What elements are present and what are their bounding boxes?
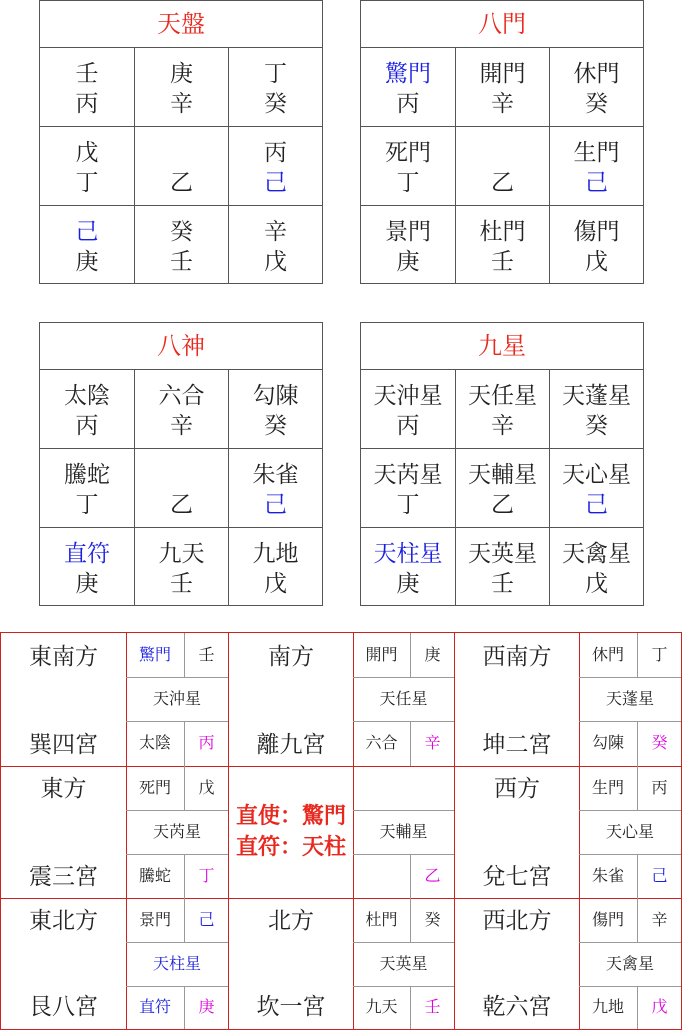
direction-label: 西南方: [482, 644, 552, 670]
sub-line: [353, 854, 454, 855]
bamen-cell-top: 景門: [385, 219, 431, 245]
palace-label: 乾六宮: [482, 994, 552, 1020]
tianpan-cell-bottom: 乙: [170, 170, 193, 196]
sub-line: [579, 986, 681, 987]
bamen-cell: [456, 127, 549, 205]
jiuxing-cell-bottom: 辛: [491, 413, 514, 439]
bamen-title: 八門: [361, 1, 643, 48]
dipan-stem: 癸: [651, 733, 668, 752]
bashen-cell: [40, 449, 134, 527]
tianpan-cell: [229, 48, 322, 126]
god-label: 朱雀: [591, 866, 624, 885]
sub-line: [126, 986, 228, 987]
star-label: 天英星: [379, 954, 428, 973]
bashen-cell-bottom: 辛: [170, 413, 193, 439]
bashen-cell-bottom: 丙: [75, 413, 99, 439]
star-label: 天蓬星: [605, 689, 654, 708]
bashen-cell: [229, 449, 322, 527]
jiuxing-cell-bottom: 丙: [396, 413, 420, 439]
palace-label: 離九宮: [256, 732, 326, 758]
star-label: 天輔星: [379, 822, 428, 841]
jiuxing-cell: [361, 370, 455, 448]
bashen-cell: [135, 449, 228, 527]
palace-label: 坤二宮: [482, 732, 552, 758]
bamen-cell: [456, 206, 549, 284]
jiuxing-cell-top: 天心星: [562, 462, 631, 488]
bamen-cell-top: 驚門: [385, 61, 431, 87]
star-label: 天禽星: [605, 954, 654, 973]
sub-line: [126, 942, 228, 943]
tianpan-stem: 丙: [651, 778, 668, 797]
jiuxing-cell-top: 天禽星: [562, 541, 631, 567]
tianpan-panel: [39, 0, 323, 284]
bamen-cell: [361, 48, 455, 126]
tianpan-cell-top: 己: [75, 219, 99, 245]
sub-line: [353, 942, 454, 943]
tianpan-cell-top: 丁: [264, 61, 287, 87]
bamen-cell: [361, 127, 455, 205]
bamen-cell-top: 休門: [573, 61, 620, 87]
bashen-cell: [40, 370, 134, 448]
bamen-cell: [550, 127, 643, 205]
jiuxing-cell-bottom: 癸: [585, 413, 608, 439]
dipan-stem: 壬: [424, 997, 441, 1016]
sub-line: [126, 721, 228, 722]
jiuxing-cell-top: 天任星: [468, 383, 537, 409]
dipan-stem: 乙: [424, 866, 441, 885]
bashen-cell: [40, 528, 134, 606]
tianpan-cell-top: 癸: [170, 219, 193, 245]
dipan-stem: 辛: [424, 733, 441, 752]
bamen-cell-bottom: 戊: [585, 249, 608, 275]
grid-line: [454, 633, 455, 1029]
jiuxing-cell-top: 天沖星: [373, 383, 443, 409]
tianpan-cell-bottom: 庚: [75, 249, 99, 275]
door-label: 驚門: [138, 645, 171, 664]
jiuxing-cell-bottom: 庚: [396, 571, 420, 597]
grid-line: [228, 633, 229, 1029]
tianpan-cell: [40, 127, 134, 205]
bashen-cell-top: 直符: [64, 541, 110, 567]
bamen-cell-bottom: 乙: [491, 170, 514, 196]
jiuxing-cell-bottom: 壬: [491, 571, 514, 597]
star-label: 天沖星: [152, 689, 201, 708]
bamen-cell: [456, 48, 549, 126]
tianpan-cell-top: 壬: [75, 61, 99, 87]
direction-label: 北方: [268, 908, 314, 934]
bashen-cell-bottom: 癸: [264, 413, 287, 439]
jiuxing-cell-top: 天柱星: [373, 541, 443, 567]
bashen-cell: [229, 370, 322, 448]
bashen-cell-top: 騰蛇: [64, 462, 110, 488]
bamen-cell-bottom: 己: [585, 170, 608, 196]
direction-label: 西北方: [482, 908, 552, 934]
jiuxing-cell: [456, 449, 549, 527]
jiuxing-cell-top: 天芮星: [373, 462, 443, 488]
bashen-cell-top: 太陰: [64, 383, 110, 409]
star-label: 天柱星: [152, 954, 201, 973]
jiuxing-title: 九星: [361, 323, 643, 370]
god-label: 勾陳: [591, 733, 624, 752]
sub-line: [579, 810, 681, 811]
jiuxing-cell: [550, 370, 643, 448]
star-label: 天任星: [379, 689, 428, 708]
tianpan-cell-top: 戊: [75, 140, 99, 166]
jiuxing-panel: [360, 322, 644, 606]
tianpan-cell: [135, 206, 228, 284]
palace-label: 艮八宮: [29, 994, 98, 1020]
bashen-panel: [39, 322, 323, 606]
jiuxing-cell: [550, 528, 643, 606]
tianpan-cell-bottom: 戊: [264, 249, 287, 275]
bashen-cell-bottom: 乙: [170, 492, 193, 518]
jiuxing-cell-top: 天英星: [468, 541, 537, 567]
tianpan-cell-bottom: 己: [264, 170, 287, 196]
palace-label: 巽四宮: [29, 732, 98, 758]
tianpan-stem: 癸: [424, 910, 441, 929]
bamen-cell-top: 生門: [573, 140, 620, 166]
tianpan-cell-top: 庚: [170, 61, 193, 87]
nine-palace-grid: [0, 632, 682, 1030]
bashen-cell: [135, 528, 228, 606]
bamen-cell-top: 杜門: [479, 219, 526, 245]
tianpan-cell: [40, 206, 134, 284]
sub-line: [579, 721, 681, 722]
bamen-cell: [361, 206, 455, 284]
bamen-cell: [550, 206, 643, 284]
god-label: 九天: [365, 997, 398, 1016]
tianpan-cell-top: 辛: [264, 219, 287, 245]
jiuxing-cell-bottom: 己: [585, 492, 608, 518]
bamen-cell-bottom: 丁: [396, 170, 420, 196]
sub-line: [353, 721, 454, 722]
tianpan-cell: [40, 48, 134, 126]
god-label: 直符: [138, 997, 171, 1016]
tianpan-cell-bottom: 癸: [264, 91, 287, 117]
door-label: 休門: [591, 645, 624, 664]
sub-line: [579, 854, 681, 855]
door-label: 傷門: [591, 910, 624, 929]
door-label: 開門: [365, 645, 398, 664]
dipan-stem: 丙: [198, 733, 215, 752]
bashen-cell-top: 朱雀: [252, 462, 299, 488]
dipan-stem: 丁: [198, 866, 215, 885]
tianpan-stem: 己: [198, 910, 215, 929]
sub-line: [126, 677, 228, 678]
bamen-cell-top: 開門: [479, 61, 526, 87]
grid-line: [1, 898, 681, 899]
direction-label: 東南方: [29, 644, 98, 670]
tianpan-stem: 庚: [424, 645, 441, 664]
jiuxing-cell-bottom: 丁: [396, 492, 420, 518]
tianpan-cell-bottom: 丁: [75, 170, 99, 196]
dipan-stem: 己: [651, 866, 668, 885]
tianpan-cell: [135, 48, 228, 126]
tianpan-cell: [229, 206, 322, 284]
tianpan-stem: 壬: [198, 645, 215, 664]
tianpan-stem: 丁: [651, 645, 668, 664]
tianpan-cell-bottom: 辛: [170, 91, 193, 117]
bashen-cell-bottom: 庚: [75, 571, 99, 597]
tianpan-cell-bottom: 壬: [170, 249, 193, 275]
bamen-cell-top: 傷門: [573, 219, 620, 245]
bashen-title: 八神: [40, 323, 322, 370]
direction-label: 西方: [494, 776, 540, 802]
jiuxing-cell-top: 天蓬星: [562, 383, 631, 409]
jiuxing-cell: [361, 449, 455, 527]
zhifu-label: 直符：天柱: [235, 834, 346, 860]
bashen-cell-top: 六合: [158, 383, 205, 409]
star-label: 天心星: [605, 822, 654, 841]
direction-label: 東北方: [29, 908, 98, 934]
bamen-cell-bottom: 辛: [491, 91, 514, 117]
sub-line: [579, 677, 681, 678]
direction-label: 南方: [268, 644, 314, 670]
palace-label: 兌七宮: [482, 864, 552, 890]
god-label: 太陰: [138, 733, 171, 752]
bamen-cell: [550, 48, 643, 126]
direction-label: 東方: [40, 776, 87, 802]
bashen-cell-top: 九地: [252, 541, 299, 567]
bashen-cell-bottom: 壬: [170, 571, 193, 597]
bashen-cell-bottom: 己: [264, 492, 287, 518]
tianpan-title: 天盤: [40, 1, 322, 48]
grid-line: [1, 766, 681, 767]
tianpan-cell: [229, 127, 322, 205]
zhishi-label: 直使：驚門: [235, 803, 346, 829]
bashen-cell-top: 九天: [158, 541, 205, 567]
sub-line: [126, 810, 228, 811]
bashen-cell: [135, 370, 228, 448]
jiuxing-cell: [550, 449, 643, 527]
bamen-cell-bottom: 壬: [491, 249, 514, 275]
door-label: 生門: [591, 778, 624, 797]
bamen-panel: [360, 0, 644, 284]
sub-line: [126, 854, 228, 855]
jiuxing-cell: [456, 528, 549, 606]
dipan-stem: 戊: [651, 997, 668, 1016]
door-label: 死門: [138, 778, 171, 797]
jiuxing-cell-top: 天輔星: [468, 462, 537, 488]
sub-line: [353, 810, 454, 811]
bashen-cell-top: 勾陳: [252, 383, 299, 409]
sub-line: [353, 677, 454, 678]
palace-label: 震三宮: [29, 864, 98, 890]
god-label: 九地: [591, 997, 624, 1016]
tianpan-stem: 戊: [198, 778, 215, 797]
sub-line: [353, 986, 454, 987]
tianpan-cell-top: 丙: [264, 140, 287, 166]
bamen-cell-bottom: 丙: [396, 91, 420, 117]
tianpan-stem: 辛: [651, 910, 668, 929]
god-label: 騰蛇: [138, 866, 171, 885]
jiuxing-cell: [361, 528, 455, 606]
tianpan-cell-bottom: 丙: [75, 91, 99, 117]
sub-line: [579, 942, 681, 943]
dipan-stem: 庚: [198, 997, 215, 1016]
jiuxing-cell-bottom: 乙: [491, 492, 514, 518]
bashen-cell: [229, 528, 322, 606]
tianpan-cell: [135, 127, 228, 205]
star-label: 天芮星: [152, 822, 201, 841]
bashen-cell-bottom: 丁: [75, 492, 99, 518]
jiuxing-cell: [456, 370, 549, 448]
god-label: 六合: [365, 733, 398, 752]
palace-label: 坎一宮: [256, 994, 326, 1020]
door-label: 杜門: [365, 910, 398, 929]
bamen-cell-top: 死門: [385, 140, 431, 166]
bamen-cell-bottom: 庚: [396, 249, 420, 275]
door-label: 景門: [138, 910, 171, 929]
bamen-cell-bottom: 癸: [585, 91, 608, 117]
bashen-cell-bottom: 戊: [264, 571, 287, 597]
jiuxing-cell-bottom: 戊: [585, 571, 608, 597]
